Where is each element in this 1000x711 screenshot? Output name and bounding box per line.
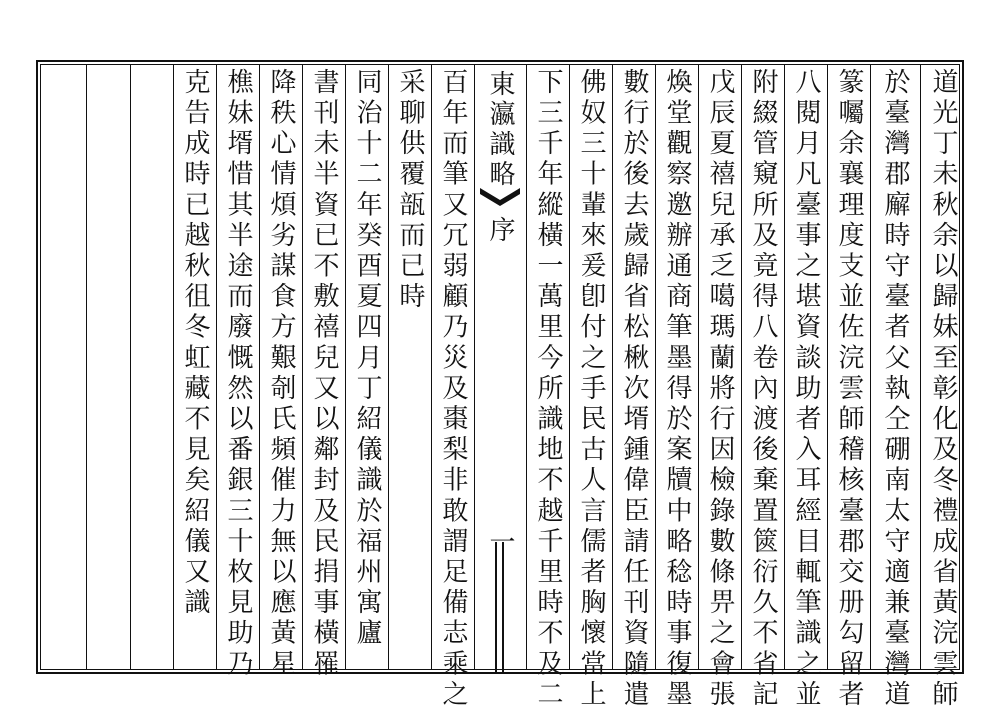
fish-tail-ornament-icon	[478, 184, 522, 214]
page-number: 一	[485, 528, 515, 554]
column-rule	[655, 64, 656, 670]
text-column: 煥堂觀察邀辦通商筆墨得於案牘中略稔時事復墨	[662, 68, 692, 711]
column-rule	[431, 64, 432, 670]
text-column: 書刊未半資已不敷禧兒又以鄰封及民捐事橫罹	[309, 68, 339, 680]
text-column: 附綴管窺所及竟得八卷內渡後棄置篋衍久不省記	[748, 68, 778, 711]
column-rule	[86, 64, 87, 670]
column-rule	[259, 64, 260, 670]
column-rule	[612, 64, 613, 670]
column-rule	[474, 64, 475, 670]
column-rule	[526, 64, 527, 670]
text-column: 佛奴三十輩來爰卽付之手民古人言儒者胸懷當上	[576, 68, 606, 711]
text-column: 下三千年縱橫一萬里今所識地不越千里時不及二	[533, 68, 563, 711]
bottom-double-line-icon	[486, 542, 514, 672]
text-column: 采聊供覆瓿而已時	[395, 68, 425, 313]
column-rule	[870, 64, 871, 670]
book-title: 東瀛識略	[485, 70, 515, 190]
text-column: 百年而筆又冗弱顧乃災及棗梨非敢謂足備志乘之	[438, 68, 468, 711]
column-rule	[130, 64, 131, 670]
text-column: 樵妹壻惜其半途而廢慨然以番銀三十枚見助乃	[223, 68, 253, 680]
column-rule	[173, 64, 174, 670]
text-column: 克告成時已越秋徂冬虹藏不見矣紹儀又識	[180, 68, 210, 619]
column-rule	[302, 64, 303, 670]
column-rule	[741, 64, 742, 670]
column-rule	[216, 64, 217, 670]
text-column: 同治十二年癸酉夏四月丁紹儀識於福州寓廬	[352, 68, 382, 650]
text-column: 道光丁未秋余以歸妹至彰化及冬禮成省黃浣雲師	[928, 68, 958, 711]
text-column: 降秩心情煩劣謀食方艱剞氏頻催力無以應黃星	[266, 68, 296, 680]
text-column: 數行於後去歲歸省松楸次壻鍾偉臣請任刊資隨遣	[619, 68, 649, 711]
column-rule	[827, 64, 828, 670]
column-rule	[569, 64, 570, 670]
column-rule	[784, 64, 785, 670]
chapter-title: 序	[485, 216, 515, 242]
column-rule	[920, 64, 921, 670]
text-column: 於臺灣郡廨時守臺者父執仝硼南太守適兼臺灣道	[880, 68, 910, 711]
column-rule	[345, 64, 346, 670]
column-rule	[388, 64, 389, 670]
text-column: 篆囑余襄理度支並佐浣雲師稽核臺郡交册勾留者	[834, 68, 864, 711]
text-column: 戊辰夏禧兒承乏噶瑪蘭將行因檢錄數條畀之會張	[705, 68, 735, 711]
column-rule	[698, 64, 699, 670]
text-column: 八閱月凡臺事之堪資談助者入耳經目輒筆識之並	[791, 68, 821, 711]
